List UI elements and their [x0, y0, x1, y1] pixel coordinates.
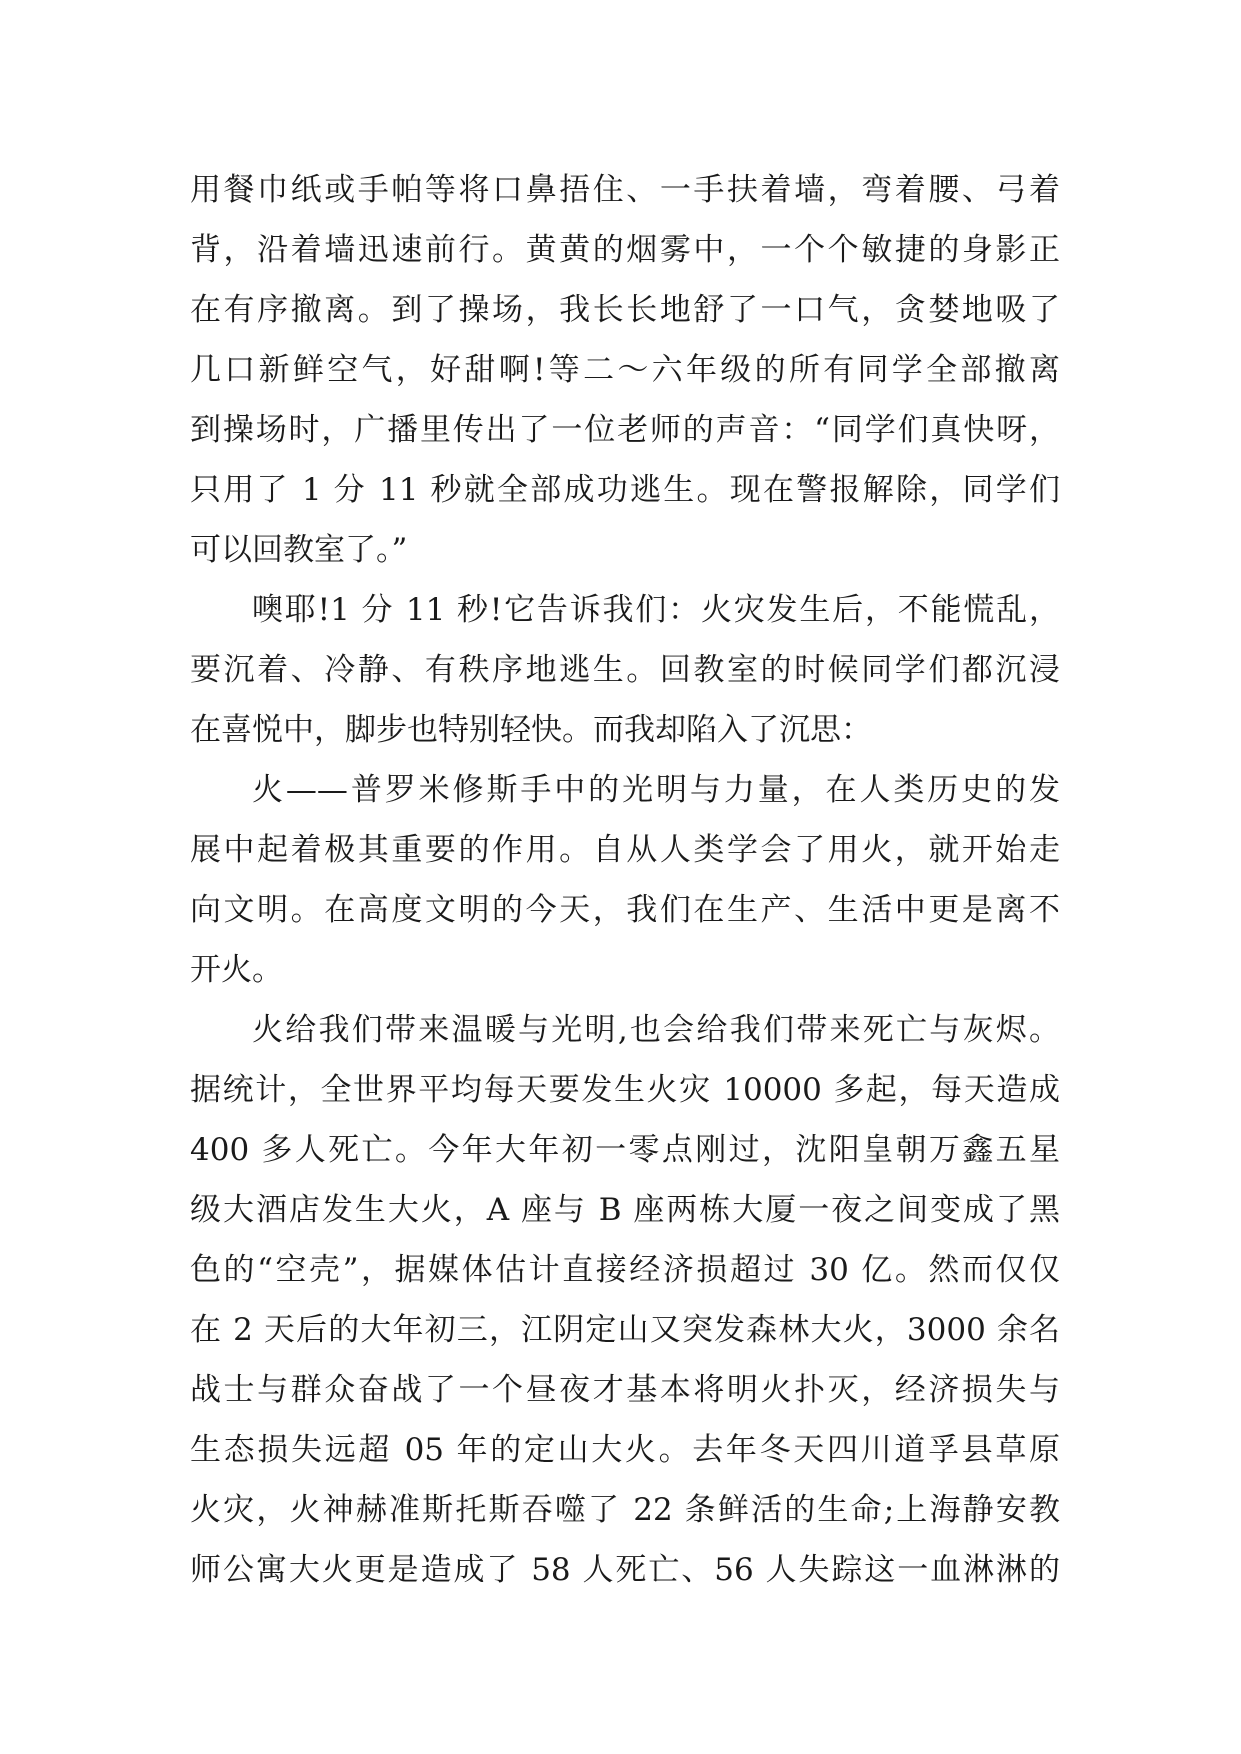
text-line: 火灾，火神赫准斯托斯吞噬了 22 条鲜活的生命;上海静安教 — [190, 1492, 1060, 1528]
text-line: 火——普罗米修斯手中的光明与力量，在人类历史的发 — [252, 772, 1060, 808]
text-line: 在有序撤离。到了操场，我长长地舒了一口气，贪婪地吸了 — [190, 292, 1060, 328]
text-line: 开火。 — [190, 952, 283, 988]
text-line: 向文明。在高度文明的今天，我们在生产、生活中更是离不 — [190, 892, 1060, 928]
text-line: 在 2 天后的大年初三，江阴定山又突发森林大火，3000 余名 — [190, 1312, 1060, 1348]
text-line: 用餐巾纸或手帕等将口鼻捂住、一手扶着墙，弯着腰、弓着 — [190, 172, 1060, 208]
text-line: 级大酒店发生大火，A 座与 B 座两栋大厦一夜之间变成了黑 — [190, 1192, 1060, 1228]
text-line: 战士与群众奋战了一个昼夜才基本将明火扑灭，经济损失与 — [190, 1372, 1060, 1408]
text-line: 到操场时，广播里传出了一位老师的声音：“同学们真快呀， — [190, 412, 1060, 448]
text-line: 据统计，全世界平均每天要发生火灾 10000 多起，每天造成 — [190, 1072, 1060, 1108]
text-line: 色的“空壳”，据媒体估计直接经济损超过 30 亿。然而仅仅 — [190, 1252, 1060, 1288]
text-line: 背，沿着墙迅速前行。黄黄的烟雾中，一个个敏捷的身影正 — [190, 232, 1060, 268]
text-line: 只用了 1 分 11 秒就全部成功逃生。现在警报解除，同学们 — [190, 472, 1060, 508]
text-line: 要沉着、冷静、有秩序地逃生。回教室的时候同学们都沉浸 — [190, 652, 1060, 688]
text-line: 火给我们带来温暖与光明,也会给我们带来死亡与灰烬。 — [252, 1012, 1060, 1048]
text-line: 噢耶!1 分 11 秒!它告诉我们：火灾发生后，不能慌乱， — [252, 592, 1060, 628]
text-line: 展中起着极其重要的作用。自从人类学会了用火，就开始走 — [190, 832, 1060, 868]
text-line: 师公寓大火更是造成了 58 人死亡、56 人失踪这一血淋淋的 — [190, 1552, 1060, 1588]
text-line: 可以回教室了。” — [190, 532, 408, 568]
body-text — [190, 160, 1060, 1600]
text-line: 400 多人死亡。今年大年初一零点刚过，沈阳皇朝万鑫五星 — [190, 1132, 1060, 1168]
text-line: 在喜悦中，脚步也特别轻快。而我却陷入了沉思： — [190, 712, 872, 748]
text-line: 生态损失远超 05 年的定山大火。去年冬天四川道孚县草原 — [190, 1432, 1060, 1468]
text-line: 几口新鲜空气，好甜啊!等二～六年级的所有同学全部撤离 — [190, 352, 1060, 388]
